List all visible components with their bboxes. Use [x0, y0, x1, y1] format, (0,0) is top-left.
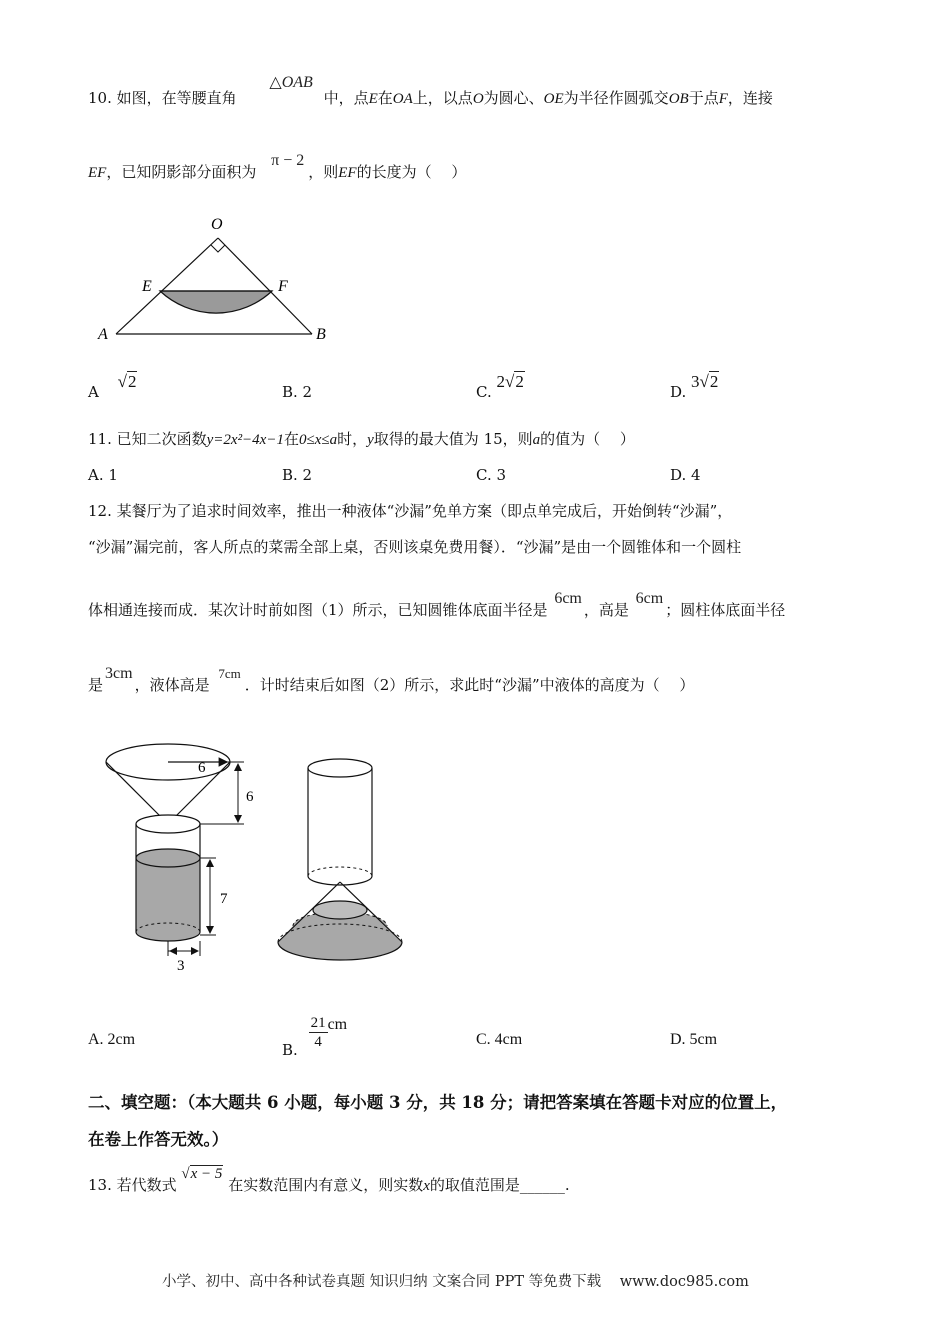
radicand: 2	[515, 372, 524, 391]
q11-option-c: C. 3	[476, 466, 507, 484]
q11-text: 11. 已知二次函数	[88, 430, 207, 448]
q12-option-b-fraction	[309, 1014, 328, 1051]
label-E: E	[142, 278, 152, 295]
q10-text: 上，以点	[412, 89, 473, 107]
q12-cone-radius: 6cm	[554, 590, 582, 607]
q10-var: OB	[668, 91, 689, 107]
q10-var: OE	[543, 91, 564, 107]
q11-range: 0≤x≤a	[298, 432, 338, 448]
q10-var: EF	[88, 165, 107, 181]
q10-option-c-value: 2√2	[496, 372, 524, 391]
option-letter: B.	[282, 1040, 298, 1059]
q12-text: ；圆柱体底面半径	[665, 601, 786, 619]
coef: 3	[691, 372, 700, 391]
q10-line2	[88, 152, 467, 183]
q10-text: 中，点	[323, 89, 369, 107]
fig1-cone-height: 6	[246, 789, 254, 805]
q12-text: ，高是	[583, 601, 629, 619]
q13-radical: √x − 5	[181, 1166, 223, 1182]
q10-text: 在	[377, 89, 393, 107]
q10-option-a	[88, 372, 137, 402]
q12-cyl-radius: 3cm	[105, 665, 133, 682]
q10-var: E	[368, 91, 378, 107]
q10-text: 为圆心、	[483, 89, 544, 107]
q10-text: 10. 如图，在等腰直角	[88, 89, 237, 107]
q11-text: 在	[283, 430, 299, 448]
coef: 2	[496, 372, 505, 391]
q12-option-b	[282, 1014, 348, 1059]
q10-text: ，则	[308, 163, 339, 181]
q12-cone-height: 6cm	[635, 590, 664, 607]
q12-text: 体相通连接而成．某次计时前如图（1）所示，已知圆锥体底面半径是	[88, 601, 548, 619]
q10-text: ，连接	[727, 89, 773, 107]
q12-figure-2	[272, 750, 412, 970]
q11-text: 取得的最大值为 15，则	[373, 430, 533, 448]
q13-stem	[88, 1166, 570, 1196]
q11-option-b: B. 2	[282, 466, 313, 484]
section-2-heading: 二、填空题：（本大题共 6 小题，每小题 3 分，共 18 分；请把答案填在答题卡对应的位置上，	[88, 1093, 788, 1112]
label-F: F	[278, 278, 288, 295]
q11-stem	[88, 429, 635, 450]
q12-line2: “沙漏”漏完前，客人所点的菜需全部上桌，否则该桌免费用餐）．“沙漏”是由一个圆锥体和一个圆柱	[88, 538, 742, 556]
label-A: A	[98, 326, 108, 343]
section-2-heading-cont: 在卷上作答无效。）	[88, 1130, 229, 1149]
page-footer	[162, 1270, 749, 1291]
q12-text: 是	[88, 676, 104, 694]
q13-var: x	[423, 1178, 430, 1194]
q10-text: 为半径作圆弧交	[563, 89, 669, 107]
q10-var: F	[718, 91, 728, 107]
fig1-cone-radius: 6	[198, 760, 206, 776]
q10-option-d	[670, 372, 719, 402]
q12-line4	[88, 665, 695, 696]
q11-text: 时，	[337, 430, 368, 448]
q12-line1: 12. 某餐厅为了追求时间效率，推出一种液体“沙漏”免单方案（即点单完成后，开始倒转“沙漏”，	[88, 502, 733, 520]
q10-var: O	[472, 91, 484, 107]
q10-option-a-value: √2	[117, 372, 137, 391]
q11-function: y=2x²−4x−1	[206, 432, 284, 448]
q10-figure	[90, 210, 350, 350]
q12-line3	[88, 590, 786, 621]
q11-option-d: D. 4	[670, 466, 701, 484]
q10-line1	[88, 74, 773, 109]
q13-text: 的取值范围是______.	[429, 1176, 570, 1194]
q12-option-c: C. 4cm	[476, 1031, 523, 1048]
label-O: O	[211, 216, 223, 233]
q10-var: OA	[392, 91, 413, 107]
q12-text: ．计时结束后如图（2）所示，求此时“沙漏”中液体的高度为（ ）	[244, 676, 695, 694]
q10-text: 的长度为（ ）	[356, 163, 467, 181]
fig1-liquid-height: 7	[220, 891, 228, 907]
radicand: x − 5	[190, 1166, 223, 1182]
footer-text: 小学、初中、高中各种试卷真题 知识归纳 文案合同 PPT 等免费下载	[162, 1274, 602, 1290]
q13-text: 13. 若代数式	[88, 1176, 177, 1194]
q10-option-d-value: 3√2	[691, 372, 719, 391]
q12-liquid-height: 7cm	[218, 666, 241, 681]
option-letter: C.	[476, 383, 492, 401]
radicand: 2	[709, 372, 719, 391]
q10-area-value: π − 2	[271, 152, 305, 169]
option-letter: D.	[670, 383, 687, 401]
q12-option-a: A. 2cm	[88, 1031, 136, 1048]
footer-link[interactable]: www.doc985.com	[619, 1274, 749, 1290]
q10-var: EF	[338, 165, 357, 181]
q12-option-d: D. 5cm	[670, 1031, 718, 1048]
q10-text: 于点	[688, 89, 719, 107]
q12-text: ，液体高是	[134, 676, 210, 694]
q13-text: 在实数范围内有意义，则实数	[228, 1176, 424, 1194]
unit: cm	[327, 1015, 348, 1033]
q11-text: 的值为（ ）	[540, 430, 635, 448]
option-letter: B. 2	[282, 383, 313, 401]
q10-option-c	[476, 372, 525, 402]
q11-var: a	[532, 432, 541, 448]
radicand: 2	[127, 372, 137, 391]
q10-text: ，已知阴影部分面积为	[106, 163, 257, 181]
q10-option-b	[282, 382, 312, 402]
q10-triangle: △OAB	[269, 74, 313, 91]
numerator: 21	[310, 1015, 326, 1031]
fig1-cyl-radius: 3	[177, 958, 185, 974]
denominator: 4	[314, 1034, 322, 1050]
option-letter: A	[88, 383, 99, 401]
q12-figure-1	[100, 740, 270, 975]
label-B: B	[316, 326, 326, 343]
q11-var: y	[367, 432, 374, 448]
q11-option-a: A. 1	[88, 466, 118, 484]
